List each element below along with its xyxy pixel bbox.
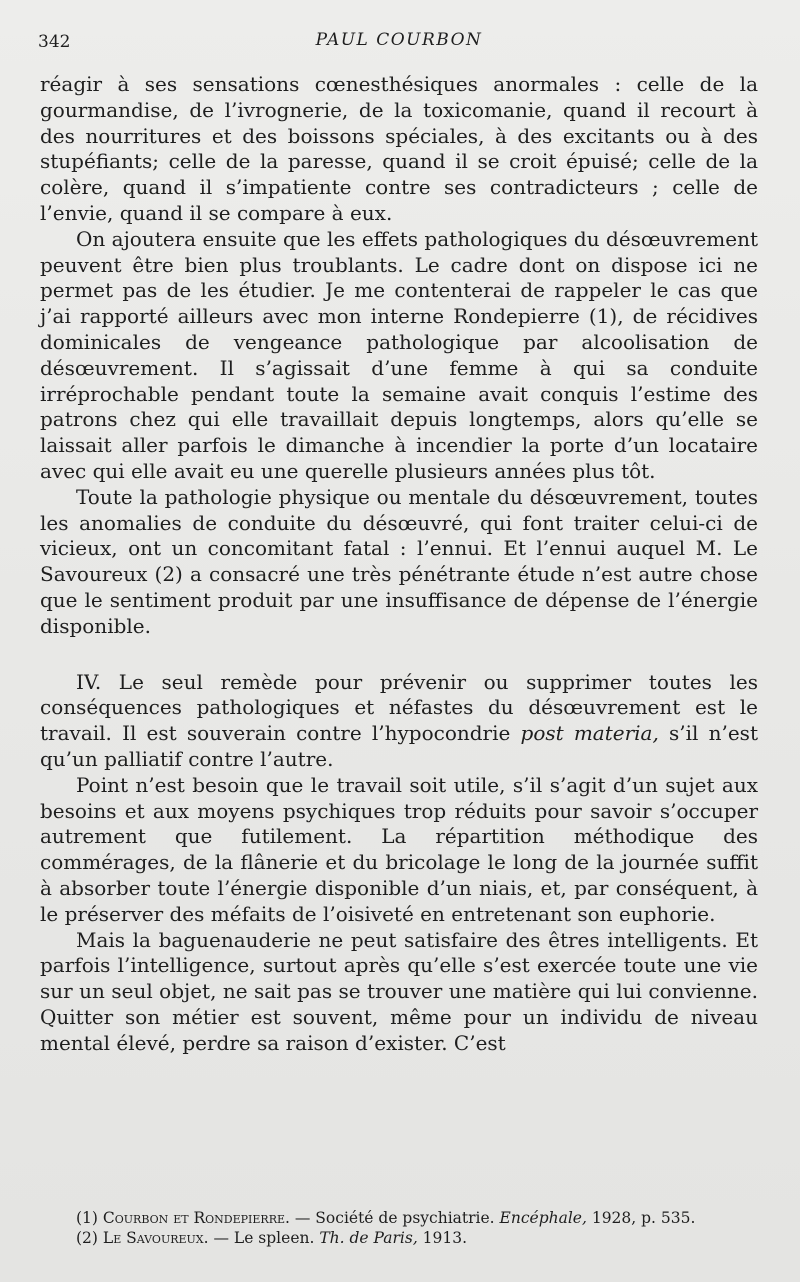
footnote-authors: Le Savoureux.	[102, 1229, 209, 1247]
italic-phrase: post materia,	[520, 721, 659, 746]
paragraph: Toute la pathologie physique ou mentale du désœuvrement, toutes les anomalies de conduite du désœuvré, qui font traiter celui-ci de vicieux, ont un concomitant fatal : l’ennui. Et l’ennui auquel M. Le Savoureux (2) a consacré une très pénétrante étude n’est autre chose que le sentiment produit par une insuffisance de dépense de l’énergie disponible.	[40, 484, 758, 638]
footnote-journal: Th. de Paris,	[319, 1229, 418, 1247]
paragraph: On ajoutera ensuite que les effets pathologiques du désœuvrement peuvent être bien plus troublants. Le cadre dont on dispose ici ne permet pas de les étudier. Je me contenterai de rappeler le cas que j’ai rapporté ailleurs avec mon interne Rondepierre (1), de récidives dominicales de vengeance pathologique par alcoolisation de désœuvrement. Il s’agissait d’une femme à qui sa conduite irréprochable pendant toute la semaine avait conquis l’estime des patrons chez qui elle travaillait depuis longtemps, alors qu’elle se laissait aller parfois le dimanche à incendier la porte d’un locataire avec qui elle avait eu une querelle plusieurs années plus tôt.	[40, 226, 758, 483]
footnote-text: — Le spleen.	[208, 1229, 320, 1247]
page-header	[38, 30, 760, 56]
paragraph-continuation: réagir à ses sensations cœnesthésiques anormales : celle de la gourmandise, de l’ivrognerie, de la toxicomanie, quand il recourt à des nourritures et des boissons spéciales, à des excitants ou à des stupéfiants; celle de la paresse, quand il se croit épuisé; celle de la colère, quand il s’impatiente contre ses contradicteurs ; celle de l’envie, quand il se compare à eux.	[40, 72, 758, 225]
section-iv-paragraph	[40, 670, 758, 773]
paragraph: Point n’est besoin que le travail soit utile, s’il s’agit d’un sujet aux besoins et aux moyens psychiques trop réduits pour savoir s’occuper autrement que futilement. La répartition méthodique des commérages, de la flânerie et du bricolage le long de la journée suffit à absorber toute l’énergie disponible d’un niais, et, par conséquent, à le préserver des méfaits de l’oisiveté en entretenant son euphorie.	[40, 772, 758, 926]
footnote-authors: Courbon et Rondepierre.	[102, 1209, 290, 1227]
footnote-text: — Société de psychiatrie.	[289, 1209, 500, 1227]
running-head: PAUL COURBON	[315, 30, 483, 50]
paragraph: Mais la baguenauderie ne peut satisfaire des êtres intelligents. Et parfois l’intelligence, surtout après qu’elle s’est exercée toute une vie sur un seul objet, ne sait pas se trouver une matière qui lui convienne. Quitter son métier est souvent, même pour un individu de niveau mental élevé, perdre sa raison d’exister. C’est	[40, 927, 758, 1055]
body-text	[40, 72, 758, 1056]
footnote-marker: (2)	[76, 1229, 98, 1247]
footnote	[76, 1228, 766, 1248]
footnote	[76, 1208, 766, 1228]
section-iv-text: IV. Le seul remède pour prévenir ou supprimer toutes les conséquences pathologiques et néfastes du désœuvrement est le travail. Il est souverain contre l’hypocondrie	[40, 669, 758, 746]
footnote-marker: (1)	[76, 1209, 98, 1227]
footnotes	[76, 1208, 766, 1248]
footnote-tail: 1913.	[417, 1229, 468, 1247]
page-number: 342	[38, 32, 71, 52]
footnote-tail: 1928, p. 535.	[586, 1209, 696, 1227]
footnote-journal: Encéphale,	[499, 1209, 587, 1227]
section-iv-text-end: s’il n’est qu’un palliatif contre l’autre.	[40, 721, 758, 771]
